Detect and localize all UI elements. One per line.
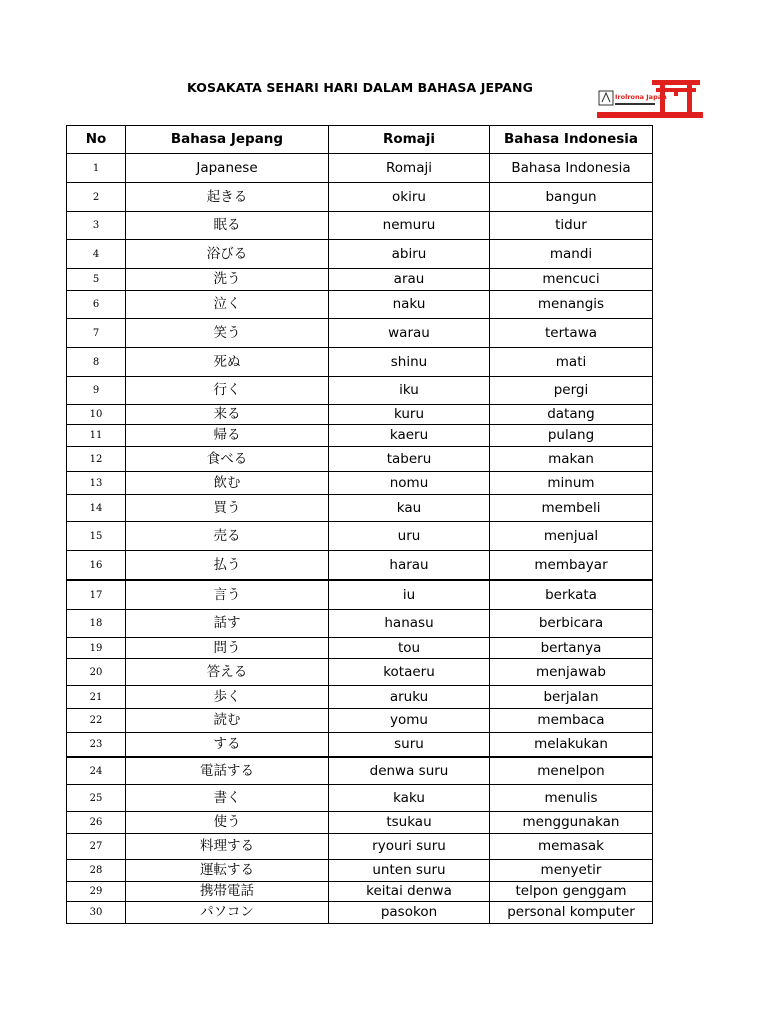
romaji-word: Romaji xyxy=(329,154,490,183)
japanese-word: 払う xyxy=(126,551,329,581)
indonesian-word: Bahasa Indonesia xyxy=(490,154,653,183)
row-number: 20 xyxy=(67,659,126,686)
romaji-word: yomu xyxy=(329,709,490,733)
japanese-word: 売る xyxy=(126,522,329,551)
romaji-word: denwa suru xyxy=(329,757,490,785)
japanese-word: 買う xyxy=(126,495,329,522)
table-row xyxy=(67,472,653,495)
table-row xyxy=(67,580,653,610)
table-row xyxy=(67,709,653,733)
indonesian-word: tertawa xyxy=(490,319,653,348)
header-bahasa-indonesia: Bahasa Indonesia xyxy=(490,126,653,154)
indonesian-word: berbicara xyxy=(490,610,653,638)
indonesian-word: membaca xyxy=(490,709,653,733)
indonesian-word: bertanya xyxy=(490,638,653,659)
row-number: 24 xyxy=(67,757,126,785)
row-number: 22 xyxy=(67,709,126,733)
romaji-word: shinu xyxy=(329,348,490,377)
table-row xyxy=(67,425,653,447)
indonesian-word: menjual xyxy=(490,522,653,551)
japanese-word: 起きる xyxy=(126,183,329,212)
row-number: 27 xyxy=(67,834,126,860)
table-row xyxy=(67,405,653,425)
romaji-word: iku xyxy=(329,377,490,405)
romaji-word: harau xyxy=(329,551,490,581)
indonesian-word: pulang xyxy=(490,425,653,447)
indonesian-word: membayar xyxy=(490,551,653,581)
table-row xyxy=(67,447,653,472)
romaji-word: pasokon xyxy=(329,902,490,924)
romaji-word: uru xyxy=(329,522,490,551)
document-title: KOSAKATA SEHARI HARI DALAM BAHASA JEPANG xyxy=(187,80,533,95)
romaji-word: warau xyxy=(329,319,490,348)
logo-underline xyxy=(615,103,655,105)
row-number: 19 xyxy=(67,638,126,659)
romaji-word: tou xyxy=(329,638,490,659)
romaji-word: kau xyxy=(329,495,490,522)
table-row xyxy=(67,659,653,686)
table-header-row xyxy=(67,126,653,154)
romaji-word: nomu xyxy=(329,472,490,495)
japanese-word: 食べる xyxy=(126,447,329,472)
row-number: 23 xyxy=(67,733,126,758)
indonesian-word: datang xyxy=(490,405,653,425)
row-number: 16 xyxy=(67,551,126,581)
row-number: 28 xyxy=(67,860,126,882)
row-number: 30 xyxy=(67,902,126,924)
table-row xyxy=(67,269,653,291)
indonesian-word: menulis xyxy=(490,785,653,812)
japanese-word: する xyxy=(126,733,329,758)
indonesian-word: memasak xyxy=(490,834,653,860)
indonesian-word: pergi xyxy=(490,377,653,405)
indonesian-word: berjalan xyxy=(490,686,653,709)
romaji-word: abiru xyxy=(329,240,490,269)
japanese-word: 話す xyxy=(126,610,329,638)
logo-text: Irolrona Japan xyxy=(615,93,667,101)
row-number: 15 xyxy=(67,522,126,551)
japanese-word: 来る xyxy=(126,405,329,425)
table-row xyxy=(67,348,653,377)
indonesian-word: menangis xyxy=(490,291,653,319)
vocabulary-table xyxy=(66,125,653,924)
japanese-word: 携帯電話 xyxy=(126,882,329,902)
table-row xyxy=(67,610,653,638)
japanese-word: 飲む xyxy=(126,472,329,495)
table-row xyxy=(67,638,653,659)
table-row xyxy=(67,785,653,812)
row-number: 11 xyxy=(67,425,126,447)
indonesian-word: menjawab xyxy=(490,659,653,686)
row-number: 18 xyxy=(67,610,126,638)
indonesian-word: tidur xyxy=(490,212,653,240)
indonesian-word: telpon genggam xyxy=(490,882,653,902)
japanese-word: 帰る xyxy=(126,425,329,447)
romaji-word: aruku xyxy=(329,686,490,709)
indonesian-word: mandi xyxy=(490,240,653,269)
row-number: 6 xyxy=(67,291,126,319)
japanese-word: 歩く xyxy=(126,686,329,709)
romaji-word: unten suru xyxy=(329,860,490,882)
japanese-word: 眠る xyxy=(126,212,329,240)
romaji-word: nemuru xyxy=(329,212,490,240)
row-number: 10 xyxy=(67,405,126,425)
table-row xyxy=(67,686,653,709)
brand-logo xyxy=(597,72,703,118)
row-number: 4 xyxy=(67,240,126,269)
row-number: 7 xyxy=(67,319,126,348)
header-no: No xyxy=(67,126,126,154)
japanese-word: 答える xyxy=(126,659,329,686)
table-row xyxy=(67,212,653,240)
japanese-word: 問う xyxy=(126,638,329,659)
table-row xyxy=(67,834,653,860)
indonesian-word: membeli xyxy=(490,495,653,522)
table-row xyxy=(67,240,653,269)
indonesian-word: personal komputer xyxy=(490,902,653,924)
japanese-word: 泣く xyxy=(126,291,329,319)
romaji-word: ryouri suru xyxy=(329,834,490,860)
row-number: 2 xyxy=(67,183,126,212)
table-row xyxy=(67,860,653,882)
indonesian-word: bangun xyxy=(490,183,653,212)
japanese-word: 洗う xyxy=(126,269,329,291)
japanese-word: 料理する xyxy=(126,834,329,860)
romaji-word: suru xyxy=(329,733,490,758)
row-number: 14 xyxy=(67,495,126,522)
japanese-word: 言う xyxy=(126,580,329,610)
row-number: 8 xyxy=(67,348,126,377)
row-number: 13 xyxy=(67,472,126,495)
romaji-word: kaeru xyxy=(329,425,490,447)
table-row xyxy=(67,733,653,758)
row-number: 17 xyxy=(67,580,126,610)
table-row xyxy=(67,522,653,551)
indonesian-word: mencuci xyxy=(490,269,653,291)
japanese-word: 死ぬ xyxy=(126,348,329,377)
row-number: 3 xyxy=(67,212,126,240)
japanese-word: 運転する xyxy=(126,860,329,882)
table-row xyxy=(67,902,653,924)
row-number: 1 xyxy=(67,154,126,183)
japanese-word: 笑う xyxy=(126,319,329,348)
row-number: 29 xyxy=(67,882,126,902)
romaji-word: kuru xyxy=(329,405,490,425)
romaji-word: naku xyxy=(329,291,490,319)
romaji-word: arau xyxy=(329,269,490,291)
japanese-word: 使う xyxy=(126,812,329,834)
table-row xyxy=(67,551,653,581)
row-number: 25 xyxy=(67,785,126,812)
romaji-word: okiru xyxy=(329,183,490,212)
japanese-word: 読む xyxy=(126,709,329,733)
indonesian-word: mati xyxy=(490,348,653,377)
table-row xyxy=(67,495,653,522)
romaji-word: tsukau xyxy=(329,812,490,834)
row-number: 9 xyxy=(67,377,126,405)
table-row xyxy=(67,882,653,902)
japanese-word: 電話する xyxy=(126,757,329,785)
table-row xyxy=(67,154,653,183)
row-number: 26 xyxy=(67,812,126,834)
japanese-word: 行く xyxy=(126,377,329,405)
romaji-word: hanasu xyxy=(329,610,490,638)
header-bahasa-jepang: Bahasa Jepang xyxy=(126,126,329,154)
row-number: 12 xyxy=(67,447,126,472)
table-row xyxy=(67,319,653,348)
table-row xyxy=(67,757,653,785)
indonesian-word: melakukan xyxy=(490,733,653,758)
table-row xyxy=(67,377,653,405)
indonesian-word: minum xyxy=(490,472,653,495)
header-romaji: Romaji xyxy=(329,126,490,154)
japanese-word: 書く xyxy=(126,785,329,812)
romaji-word: taberu xyxy=(329,447,490,472)
romaji-word: kotaeru xyxy=(329,659,490,686)
romaji-word: kaku xyxy=(329,785,490,812)
indonesian-word: berkata xyxy=(490,580,653,610)
indonesian-word: menggunakan xyxy=(490,812,653,834)
romaji-word: iu xyxy=(329,580,490,610)
indonesian-word: menyetir xyxy=(490,860,653,882)
japanese-word: 浴びる xyxy=(126,240,329,269)
table-row xyxy=(67,812,653,834)
romaji-word: keitai denwa xyxy=(329,882,490,902)
row-number: 21 xyxy=(67,686,126,709)
table-row xyxy=(67,291,653,319)
row-number: 5 xyxy=(67,269,126,291)
indonesian-word: makan xyxy=(490,447,653,472)
japanese-word: パソコン xyxy=(126,902,329,924)
indonesian-word: menelpon xyxy=(490,757,653,785)
table-row xyxy=(67,183,653,212)
japanese-word: Japanese xyxy=(126,154,329,183)
